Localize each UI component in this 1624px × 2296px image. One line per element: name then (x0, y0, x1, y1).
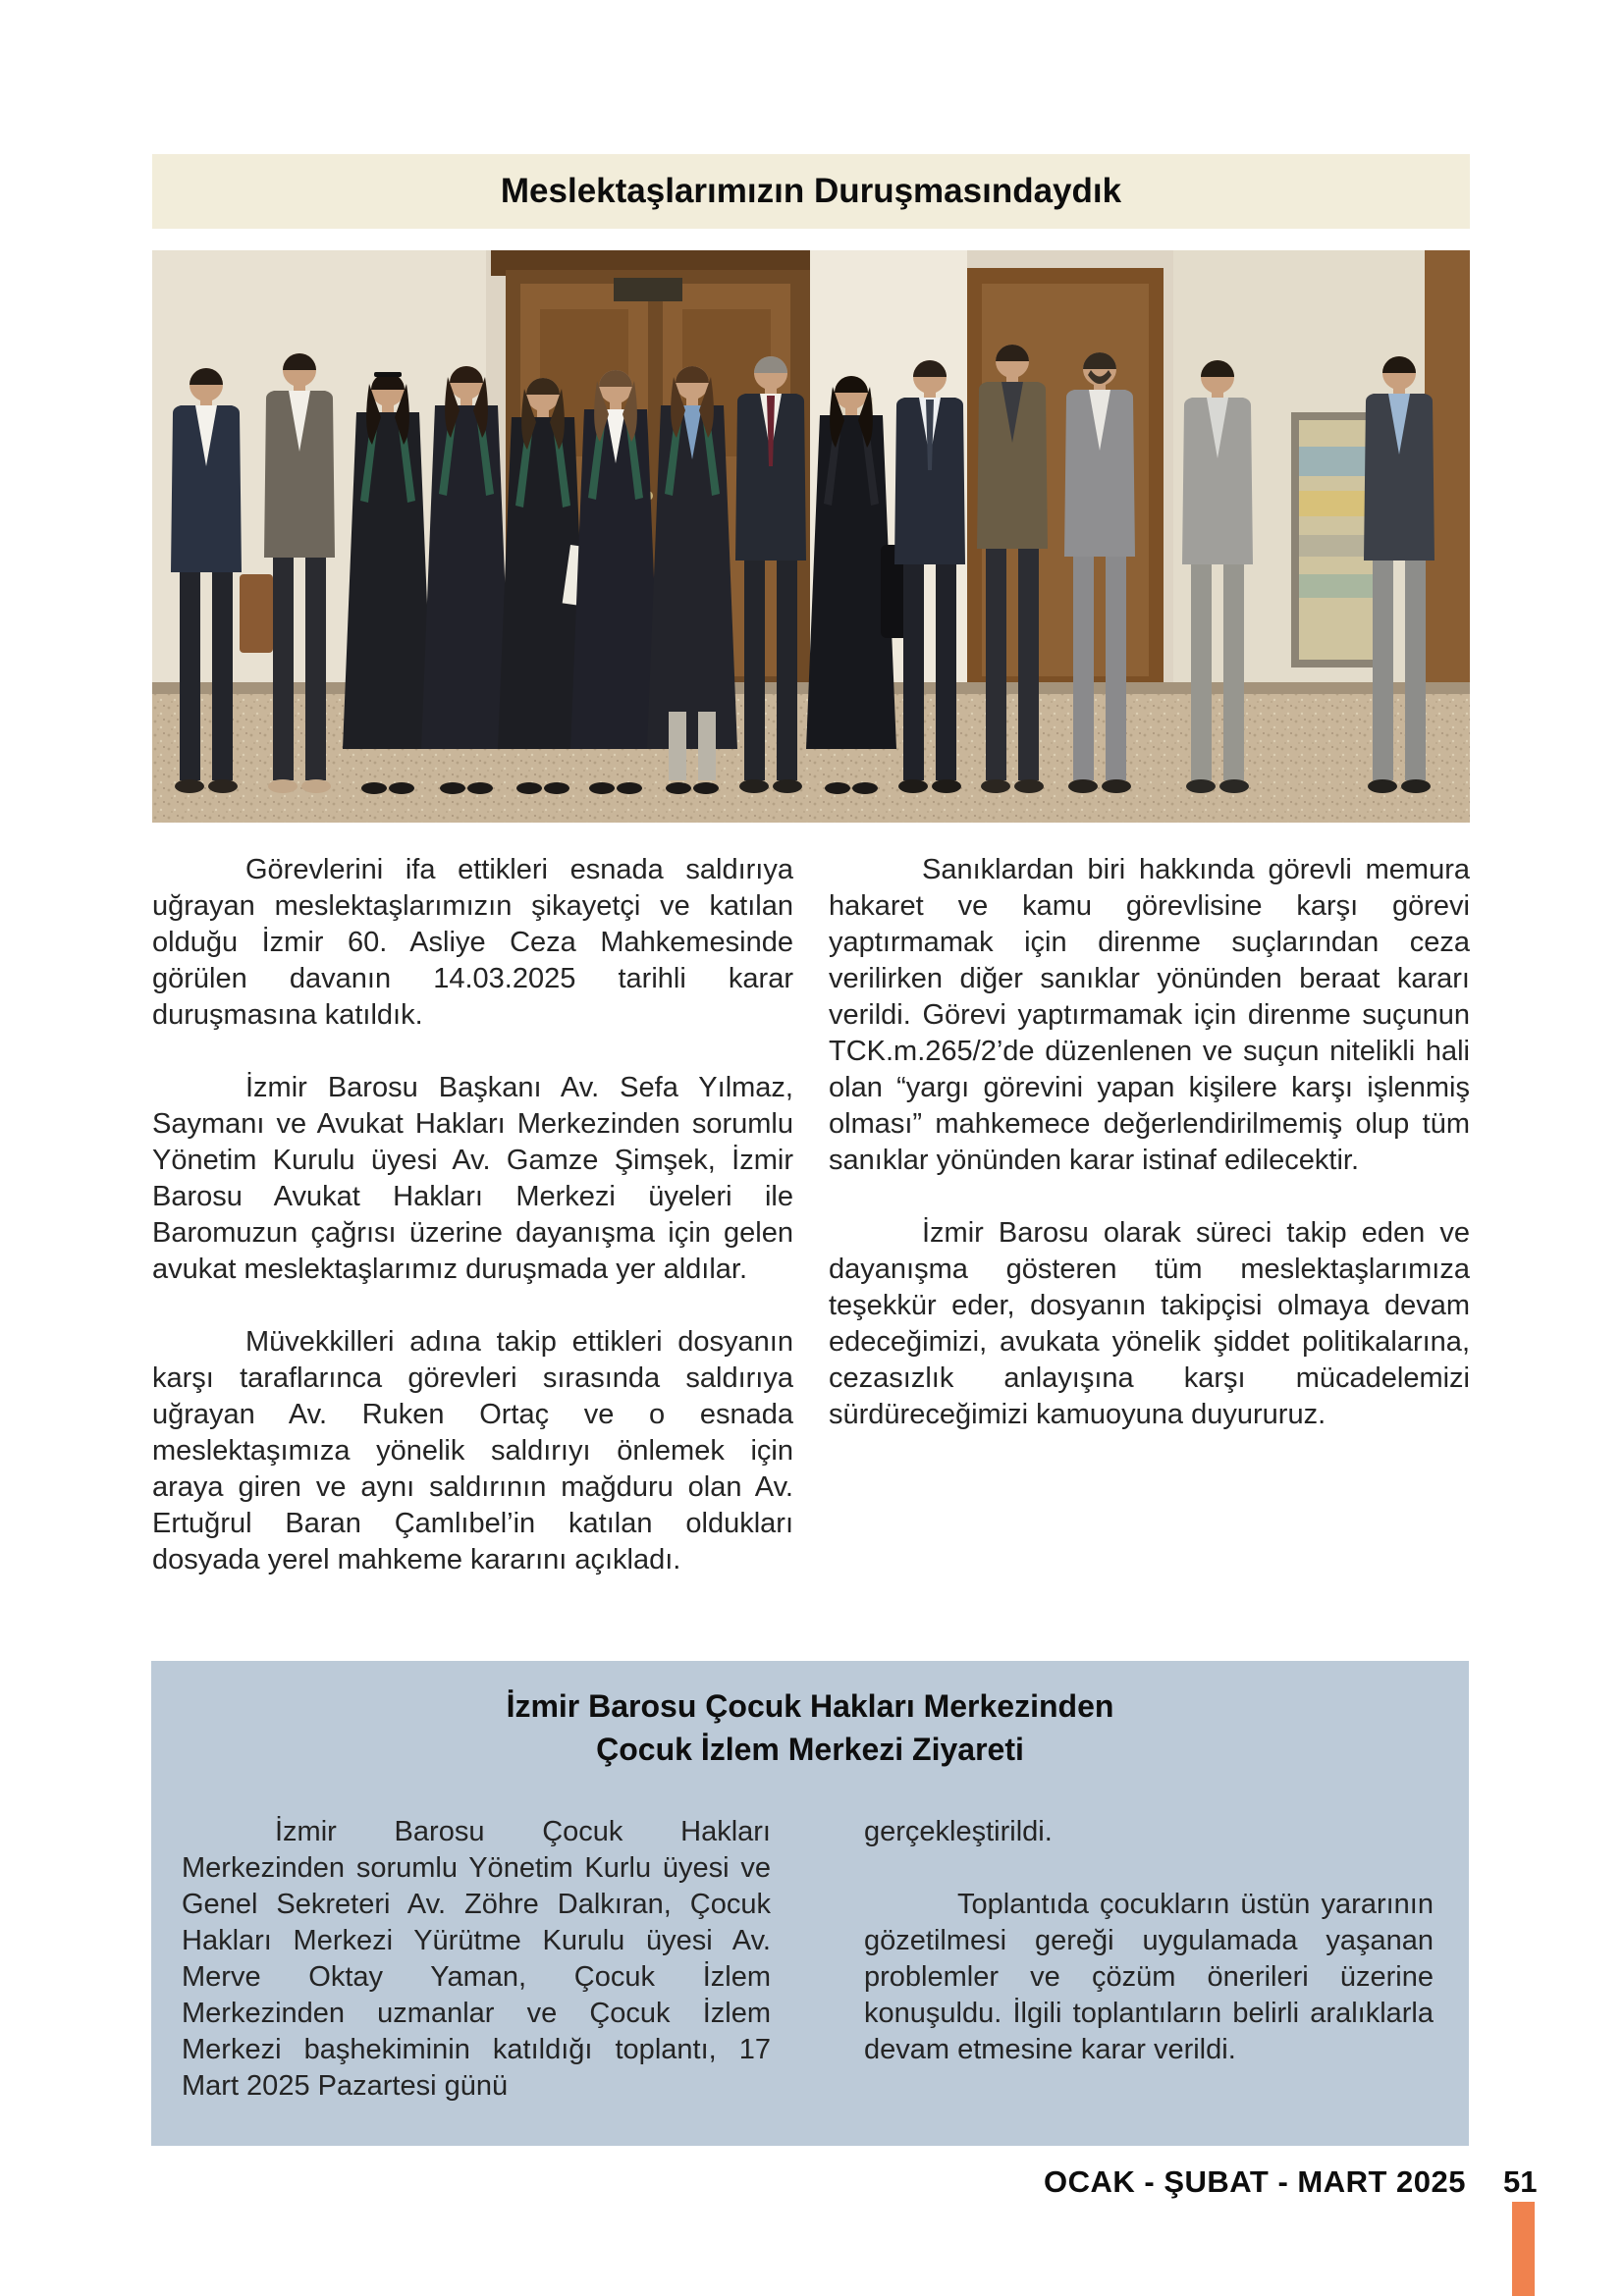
paragraph: Sanıklardan biri hakkında görevli memura hakaret ve kamu görevlisine karşı görevi yaptırmamak için direnme suçlarından ceza verilirken diğer sanıklar yönünden beraat kararı verildi. Görevi yaptırmamak için direnme suçunun TCK.m.265/2’de düzenlenen ve suçun nitelikli hali olan “yargı görevini yapan kişilere karşı işlenmiş olması” mahkemece değerlendirilmemiş olup tüm sanıklar yönünden karar istinaf edilecektir. (829, 854, 1470, 1176)
article-column-left (152, 852, 793, 1615)
infobox-title-line2: Çocuk İzlem Merkezi Ziyareti (596, 1732, 1024, 1767)
door-sign (614, 278, 682, 301)
article-title-banner (152, 154, 1470, 229)
infobox-column-right (864, 1814, 1434, 2105)
article-title: Meslektaşlarımızın Duruşmasındaydık (500, 172, 1122, 210)
paragraph: İzmir Barosu olarak süreci takip eden ve dayanışma gösteren tüm meslektaşlarımıza teşekkür eder, dosyanın takipçisi olmaya devam edeceğimizi, avukata yönelik şiddet politikalarına, cezasızlık anlayışına karşı mücadelemizi sürdüreceğimizi kamuoyuna duyururuz. (829, 1217, 1470, 1430)
infobox-column-left (182, 1814, 771, 2141)
paragraph: Görevlerini ifa ettikleri esnada saldırıya uğrayan meslektaşlarımızın şikayetçi ve katılan olduğu İzmir 60. Asliye Ceza Mahkemesinde görülen davanın 14.03.2025 tarihli karar duruşmasına katıldık. (152, 854, 793, 1031)
group-photo (152, 250, 1470, 823)
footer-issue-date: OCAK - ŞUBAT - MART 2025 (1044, 2164, 1466, 2199)
paragraph: Müvekkilleri adına takip ettikleri dosyanın karşı taraflarınca görevleri sırasında saldırıya uğrayan Av. Ruken Ortaç ve o esnada meslektaşımıza yönelik saldırıyı önlemek için araya giren ve aynı saldırının mağduru olan Av. Ertuğrul Baran Çamlıbel’in katılan oldukları dosyada yerel mahkeme kararını açıkladı. (152, 1326, 793, 1575)
paragraph: İzmir Barosu Başkanı Av. Sefa Yılmaz, Saymanı ve Avukat Hakları Merkezinden sorumlu Yönetim Kurulu üyesi Av. Gamze Şimşek, İzmir Barosu Avukat Hakları Merkezi üyeleri ile Baromuzun çağrısı üzerine dayanışma için gelen avukat meslektaşlarımız duruşmada yer aldılar. (152, 1072, 793, 1285)
group-photo-illustration (152, 250, 1470, 823)
paragraph: İzmir Barosu Çocuk Hakları Merkezinden sorumlu Yönetim Kurlu üyesi ve Genel Sekreteri Av. Zöhre Dalkıran, Çocuk Hakları Merkezi Yürütme Kurulu üyesi Av. Merve Oktay Yaman, Çocuk İzlem Merkezinden uzmanlar ve Çocuk İzlem Merkezi başhekiminin katıldığı toplantı, 17 Mart 2025 Pazartesi günü (182, 1816, 771, 2102)
paragraph: gerçekleştirildi. (864, 1816, 1053, 1847)
footer-accent-bar (1512, 2202, 1535, 2296)
paragraph: Toplantıda çocukların üstün yararının gözetilmesi gereği uygulamada yaşanan problemler ve çözüm önerileri üzerine konuşuldu. İlgili toplantıların belirli aralıklarla devam etmesine karar verildi. (864, 1889, 1434, 2065)
footer-page-number: 51 (1503, 2164, 1538, 2199)
infobox-title (151, 1684, 1469, 1771)
infobox-article (151, 1661, 1469, 2146)
infobox-title-line1: İzmir Barosu Çocuk Hakları Merkezinden (506, 1688, 1114, 1724)
article-column-right (829, 852, 1470, 1469)
